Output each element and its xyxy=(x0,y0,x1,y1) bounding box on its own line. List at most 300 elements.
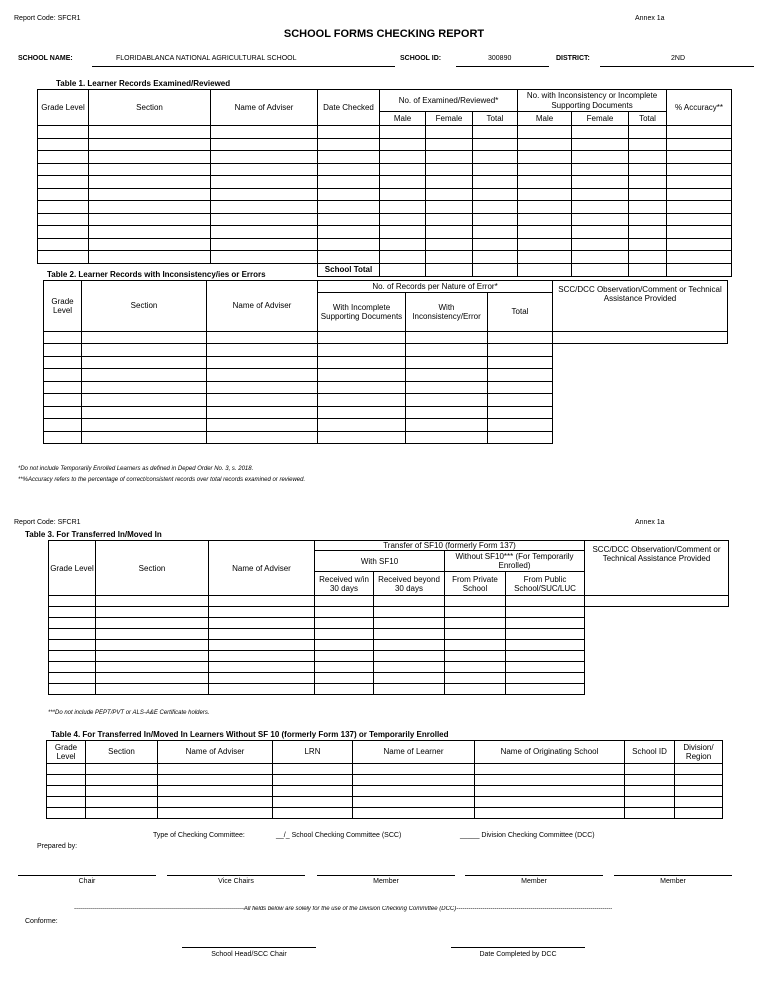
table-cell[interactable] xyxy=(96,673,209,684)
table-cell[interactable] xyxy=(315,673,374,684)
table-cell[interactable] xyxy=(667,138,732,151)
table-cell[interactable] xyxy=(158,797,273,808)
table-cell[interactable] xyxy=(44,381,82,394)
table-cell[interactable] xyxy=(445,662,506,673)
table-cell[interactable] xyxy=(89,151,211,164)
table-cell[interactable] xyxy=(353,808,475,819)
table-cell[interactable] xyxy=(406,406,488,419)
table-cell[interactable] xyxy=(209,629,315,640)
table-cell[interactable] xyxy=(318,419,406,432)
table-cell[interactable] xyxy=(488,419,553,432)
table-cell[interactable] xyxy=(89,251,211,264)
table-cell[interactable] xyxy=(86,775,158,786)
table-cell[interactable] xyxy=(380,188,426,201)
table-row xyxy=(44,344,728,357)
table-cell[interactable] xyxy=(207,381,318,394)
table-cell[interactable] xyxy=(406,381,488,394)
table-cell[interactable] xyxy=(518,226,572,239)
table-row xyxy=(38,213,732,226)
table-cell[interactable] xyxy=(89,126,211,139)
table-cell[interactable] xyxy=(380,226,426,239)
table-cell[interactable] xyxy=(89,201,211,214)
table-cell[interactable] xyxy=(318,151,380,164)
table-cell[interactable] xyxy=(273,764,353,775)
table-cell[interactable] xyxy=(211,126,318,139)
table-cell[interactable] xyxy=(506,662,585,673)
t2-incomplete-header: With Incomplete Supporting Documents xyxy=(318,293,406,332)
school-head-signature-line[interactable] xyxy=(182,947,316,948)
table-cell[interactable] xyxy=(89,213,211,226)
table-cell[interactable] xyxy=(209,618,315,629)
chair-signature-line[interactable] xyxy=(18,875,156,876)
table-cell[interactable] xyxy=(96,640,209,651)
table-cell[interactable] xyxy=(38,238,89,251)
table-cell[interactable] xyxy=(374,607,445,618)
table-cell[interactable] xyxy=(374,629,445,640)
table-cell[interactable] xyxy=(318,406,406,419)
table-cell[interactable] xyxy=(353,797,475,808)
table-cell[interactable] xyxy=(488,406,553,419)
table-cell[interactable] xyxy=(86,797,158,808)
t4-school-id-header: School ID xyxy=(625,741,675,764)
table-cell[interactable] xyxy=(49,651,96,662)
table-cell[interactable] xyxy=(209,607,315,618)
table-cell[interactable] xyxy=(158,808,273,819)
table-cell[interactable] xyxy=(629,201,667,214)
table-cell[interactable] xyxy=(445,673,506,684)
table-cell[interactable] xyxy=(374,651,445,662)
table-cell[interactable] xyxy=(518,176,572,189)
table-cell[interactable] xyxy=(38,251,89,264)
table-cell[interactable] xyxy=(629,226,667,239)
table-cell[interactable] xyxy=(518,151,572,164)
table-cell[interactable] xyxy=(426,201,473,214)
table-cell[interactable] xyxy=(572,213,629,226)
table-cell[interactable] xyxy=(506,684,585,695)
table-cell[interactable] xyxy=(96,618,209,629)
table-cell[interactable] xyxy=(96,684,209,695)
table-cell[interactable] xyxy=(572,176,629,189)
table-cell[interactable] xyxy=(629,138,667,151)
table-cell[interactable] xyxy=(445,684,506,695)
table-cell[interactable] xyxy=(158,786,273,797)
table-cell[interactable] xyxy=(211,138,318,151)
table-cell[interactable] xyxy=(211,251,318,264)
table-cell[interactable] xyxy=(82,431,207,444)
table-cell[interactable] xyxy=(158,764,273,775)
table-cell[interactable] xyxy=(318,344,406,357)
table-cell[interactable] xyxy=(44,344,82,357)
table-cell[interactable] xyxy=(506,607,585,618)
table-cell[interactable] xyxy=(353,786,475,797)
table-cell[interactable] xyxy=(211,188,318,201)
table-cell[interactable] xyxy=(315,618,374,629)
table-cell[interactable] xyxy=(518,213,572,226)
table-row xyxy=(47,808,723,819)
table-cell[interactable] xyxy=(86,764,158,775)
table-cell[interactable] xyxy=(426,188,473,201)
table-cell[interactable] xyxy=(318,226,380,239)
table-cell[interactable] xyxy=(572,151,629,164)
table-cell[interactable] xyxy=(207,344,318,357)
table-cell[interactable] xyxy=(426,126,473,139)
table-cell[interactable] xyxy=(89,176,211,189)
table-cell[interactable] xyxy=(475,808,625,819)
dcc-separator-note: -------------------------------------------------------------------------------------All fields below are solely for the use of the Division Checking Committee (DCC)------------------------------------------------------------------------------ xyxy=(74,906,613,912)
table-cell[interactable] xyxy=(89,238,211,251)
table-cell[interactable] xyxy=(318,201,380,214)
table-cell[interactable] xyxy=(625,808,675,819)
table-cell[interactable] xyxy=(426,163,473,176)
committee-scc-option[interactable]: __/_ School Checking Committee (SCC) xyxy=(276,832,402,839)
table-cell[interactable] xyxy=(380,163,426,176)
table-cell[interactable] xyxy=(207,406,318,419)
table-cell[interactable] xyxy=(675,808,723,819)
table-cell[interactable] xyxy=(96,662,209,673)
table-cell[interactable] xyxy=(374,673,445,684)
table-cell[interactable] xyxy=(380,251,426,264)
t2-adviser-header: Name of Adviser xyxy=(207,281,318,332)
table-cell[interactable] xyxy=(473,188,518,201)
table-cell[interactable] xyxy=(667,238,732,251)
table-cell[interactable] xyxy=(209,640,315,651)
table-cell[interactable] xyxy=(209,651,315,662)
table-cell[interactable] xyxy=(273,797,353,808)
table-cell[interactable] xyxy=(488,431,553,444)
table-row xyxy=(49,629,729,640)
table-cell[interactable] xyxy=(572,251,629,264)
table2 xyxy=(43,280,728,444)
t4-section-header: Section xyxy=(86,741,158,764)
table-cell[interactable] xyxy=(572,188,629,201)
table-cell[interactable] xyxy=(38,138,89,151)
table-cell[interactable] xyxy=(629,238,667,251)
table-cell[interactable] xyxy=(406,394,488,407)
table-cell[interactable] xyxy=(426,238,473,251)
table-cell[interactable] xyxy=(667,126,732,139)
table-cell[interactable] xyxy=(318,126,380,139)
table-cell[interactable] xyxy=(44,419,82,432)
table-cell[interactable] xyxy=(406,344,488,357)
table-cell[interactable] xyxy=(475,797,625,808)
school-id-value: 300890 xyxy=(488,55,512,62)
table-cell[interactable] xyxy=(211,238,318,251)
table-cell[interactable] xyxy=(473,238,518,251)
table-cell[interactable] xyxy=(49,684,96,695)
table-cell[interactable] xyxy=(211,213,318,226)
table-cell[interactable] xyxy=(518,238,572,251)
table-cell[interactable] xyxy=(47,786,86,797)
table-cell[interactable] xyxy=(82,356,207,369)
table-cell[interactable] xyxy=(488,369,553,382)
table-cell[interactable] xyxy=(629,126,667,139)
table-cell[interactable] xyxy=(473,126,518,139)
table-cell[interactable] xyxy=(273,786,353,797)
table-cell[interactable] xyxy=(406,419,488,432)
table-cell[interactable] xyxy=(473,251,518,264)
table-cell[interactable] xyxy=(473,151,518,164)
table-cell[interactable] xyxy=(667,176,732,189)
table-cell[interactable] xyxy=(675,797,723,808)
table-cell[interactable] xyxy=(49,662,96,673)
table-cell[interactable] xyxy=(518,126,572,139)
t3-from-public-header: From Public School/SUC/LUC xyxy=(506,572,585,596)
table-cell[interactable] xyxy=(572,238,629,251)
table-cell[interactable] xyxy=(315,629,374,640)
table-cell[interactable] xyxy=(96,651,209,662)
table-cell[interactable] xyxy=(89,188,211,201)
t1-examined-header: No. of Examined/Reviewed* xyxy=(380,90,518,112)
table-cell[interactable] xyxy=(49,629,96,640)
t2-inconsistency-header: With Inconsistency/Error xyxy=(406,293,488,332)
table-cell[interactable] xyxy=(47,808,86,819)
table-cell[interactable] xyxy=(318,356,406,369)
table-cell[interactable] xyxy=(629,213,667,226)
t4-learner-header: Name of Learner xyxy=(353,741,475,764)
table-cell[interactable] xyxy=(625,786,675,797)
table-cell[interactable] xyxy=(47,775,86,786)
table-cell[interactable] xyxy=(38,126,89,139)
table-cell[interactable] xyxy=(207,431,318,444)
committee-dcc-option[interactable]: _____ Division Checking Committee (DCC) xyxy=(460,832,595,839)
table-cell[interactable] xyxy=(406,356,488,369)
table-cell[interactable] xyxy=(675,786,723,797)
table-cell[interactable] xyxy=(426,226,473,239)
table-cell[interactable] xyxy=(82,394,207,407)
table-cell[interactable] xyxy=(38,213,89,226)
table-cell[interactable] xyxy=(518,138,572,151)
table-cell[interactable] xyxy=(318,238,380,251)
table-cell[interactable] xyxy=(89,138,211,151)
table-cell[interactable] xyxy=(44,356,82,369)
table-cell[interactable] xyxy=(380,213,426,226)
member2-signature-line[interactable] xyxy=(465,875,603,876)
table-cell[interactable] xyxy=(675,764,723,775)
table-cell[interactable] xyxy=(315,640,374,651)
table-cell[interactable] xyxy=(318,213,380,226)
table-cell[interactable] xyxy=(445,629,506,640)
table-cell[interactable] xyxy=(82,419,207,432)
table-cell[interactable] xyxy=(44,369,82,382)
table-cell[interactable] xyxy=(82,381,207,394)
table-cell[interactable] xyxy=(380,176,426,189)
table-cell[interactable] xyxy=(667,226,732,239)
table-row xyxy=(49,607,729,618)
table-cell[interactable] xyxy=(318,381,406,394)
table-cell[interactable] xyxy=(518,163,572,176)
table-cell[interactable] xyxy=(47,797,86,808)
table-cell[interactable] xyxy=(89,163,211,176)
table-cell[interactable] xyxy=(667,151,732,164)
table-row xyxy=(47,786,723,797)
table-cell[interactable] xyxy=(506,651,585,662)
table-cell[interactable] xyxy=(318,138,380,151)
table-cell[interactable] xyxy=(49,640,96,651)
table-cell[interactable] xyxy=(374,662,445,673)
table-cell[interactable] xyxy=(211,163,318,176)
table-cell[interactable] xyxy=(318,251,380,264)
table-cell[interactable] xyxy=(445,651,506,662)
table-cell[interactable] xyxy=(406,369,488,382)
table-cell[interactable] xyxy=(207,394,318,407)
table-cell[interactable] xyxy=(374,684,445,695)
table-cell[interactable] xyxy=(667,201,732,214)
table-cell[interactable] xyxy=(518,251,572,264)
table-cell[interactable] xyxy=(44,406,82,419)
table-cell[interactable] xyxy=(667,213,732,226)
table-cell[interactable] xyxy=(211,176,318,189)
table-cell[interactable] xyxy=(572,226,629,239)
table-cell[interactable] xyxy=(96,629,209,640)
table-cell[interactable] xyxy=(315,662,374,673)
t2-observation-box[interactable] xyxy=(553,332,728,344)
table-cell[interactable] xyxy=(667,163,732,176)
date-completed-line[interactable] xyxy=(451,947,585,948)
table-cell[interactable] xyxy=(473,201,518,214)
table-cell[interactable] xyxy=(315,684,374,695)
table-cell[interactable] xyxy=(473,226,518,239)
member1-signature-line[interactable] xyxy=(317,875,455,876)
table-cell[interactable] xyxy=(207,419,318,432)
table-cell[interactable] xyxy=(629,163,667,176)
table-cell[interactable] xyxy=(209,662,315,673)
table-cell[interactable] xyxy=(318,394,406,407)
table-cell[interactable] xyxy=(380,151,426,164)
table-cell[interactable] xyxy=(473,176,518,189)
table-cell[interactable] xyxy=(38,226,89,239)
table-cell[interactable] xyxy=(506,618,585,629)
table-cell[interactable] xyxy=(473,138,518,151)
table-cell[interactable] xyxy=(209,673,315,684)
table-cell[interactable] xyxy=(506,673,585,684)
school-id-label: SCHOOL ID: xyxy=(400,55,442,62)
table-cell[interactable] xyxy=(406,431,488,444)
table-cell[interactable] xyxy=(518,201,572,214)
table-cell[interactable] xyxy=(353,764,475,775)
table-cell[interactable] xyxy=(207,356,318,369)
district-label: DISTRICT: xyxy=(556,55,590,62)
table-cell[interactable] xyxy=(44,394,82,407)
table-cell[interactable] xyxy=(86,808,158,819)
table-cell[interactable] xyxy=(374,640,445,651)
table-cell[interactable] xyxy=(488,344,553,357)
table-cell[interactable] xyxy=(49,673,96,684)
table-row xyxy=(38,201,732,214)
table-cell[interactable] xyxy=(475,786,625,797)
table-cell[interactable] xyxy=(629,151,667,164)
table-cell[interactable] xyxy=(318,369,406,382)
table-cell[interactable] xyxy=(353,775,475,786)
table-cell[interactable] xyxy=(488,381,553,394)
table-cell[interactable] xyxy=(380,138,426,151)
table-cell[interactable] xyxy=(426,151,473,164)
table-cell[interactable] xyxy=(518,188,572,201)
table-cell[interactable] xyxy=(38,188,89,201)
table-cell[interactable] xyxy=(473,213,518,226)
table-cell[interactable] xyxy=(96,607,209,618)
table-cell[interactable] xyxy=(667,188,732,201)
table-cell[interactable] xyxy=(82,406,207,419)
table-cell[interactable] xyxy=(380,126,426,139)
table-cell[interactable] xyxy=(374,618,445,629)
t3-with-sf10-header: With SF10 xyxy=(315,551,445,572)
table-cell[interactable] xyxy=(572,138,629,151)
table-cell[interactable] xyxy=(426,138,473,151)
table-cell[interactable] xyxy=(49,618,96,629)
table-cell[interactable] xyxy=(380,201,426,214)
table-cell[interactable] xyxy=(445,640,506,651)
table-cell[interactable] xyxy=(82,344,207,357)
table-cell[interactable] xyxy=(572,201,629,214)
table-cell[interactable] xyxy=(38,163,89,176)
table-cell[interactable] xyxy=(47,764,86,775)
table-cell[interactable] xyxy=(667,251,732,264)
table-cell[interactable] xyxy=(506,629,585,640)
table-cell[interactable] xyxy=(506,640,585,651)
table-cell[interactable] xyxy=(572,163,629,176)
table-cell[interactable] xyxy=(426,213,473,226)
table-cell[interactable] xyxy=(211,151,318,164)
table-cell[interactable] xyxy=(488,356,553,369)
table-cell[interactable] xyxy=(475,775,625,786)
table-cell[interactable] xyxy=(89,226,211,239)
table-cell[interactable] xyxy=(315,607,374,618)
table-cell[interactable] xyxy=(625,764,675,775)
table-cell[interactable] xyxy=(473,163,518,176)
table-cell[interactable] xyxy=(82,369,207,382)
table-cell[interactable] xyxy=(318,176,380,189)
table-cell[interactable] xyxy=(318,163,380,176)
table-cell[interactable] xyxy=(315,651,374,662)
vice-chairs-signature-line[interactable] xyxy=(167,875,305,876)
table-cell[interactable] xyxy=(629,188,667,201)
table-cell[interactable] xyxy=(445,607,506,618)
table-cell[interactable] xyxy=(207,369,318,382)
table-row xyxy=(49,618,729,629)
table-cell[interactable] xyxy=(38,201,89,214)
member3-signature-line[interactable] xyxy=(614,875,732,876)
table-cell[interactable] xyxy=(629,176,667,189)
table-cell[interactable] xyxy=(445,618,506,629)
table-cell[interactable] xyxy=(625,797,675,808)
table-cell[interactable] xyxy=(475,764,625,775)
table-cell[interactable] xyxy=(158,775,273,786)
table-cell[interactable] xyxy=(318,188,380,201)
table-row xyxy=(44,406,728,419)
t4-adviser-header: Name of Adviser xyxy=(158,741,273,764)
table-cell[interactable] xyxy=(38,151,89,164)
table-cell[interactable] xyxy=(426,176,473,189)
table-cell[interactable] xyxy=(209,684,315,695)
table-cell[interactable] xyxy=(38,176,89,189)
table-cell[interactable] xyxy=(318,431,406,444)
table-cell[interactable] xyxy=(211,226,318,239)
table-cell[interactable] xyxy=(211,201,318,214)
table-cell[interactable] xyxy=(273,775,353,786)
table-cell[interactable] xyxy=(675,775,723,786)
table-cell[interactable] xyxy=(49,607,96,618)
table-cell[interactable] xyxy=(572,126,629,139)
table-cell[interactable] xyxy=(625,775,675,786)
table-cell[interactable] xyxy=(629,251,667,264)
table-cell[interactable] xyxy=(44,431,82,444)
table-cell[interactable] xyxy=(273,808,353,819)
table-cell[interactable] xyxy=(380,238,426,251)
t3-observation-box[interactable] xyxy=(585,596,729,607)
table-cell[interactable] xyxy=(426,251,473,264)
table-cell[interactable] xyxy=(86,786,158,797)
table-cell[interactable] xyxy=(488,394,553,407)
